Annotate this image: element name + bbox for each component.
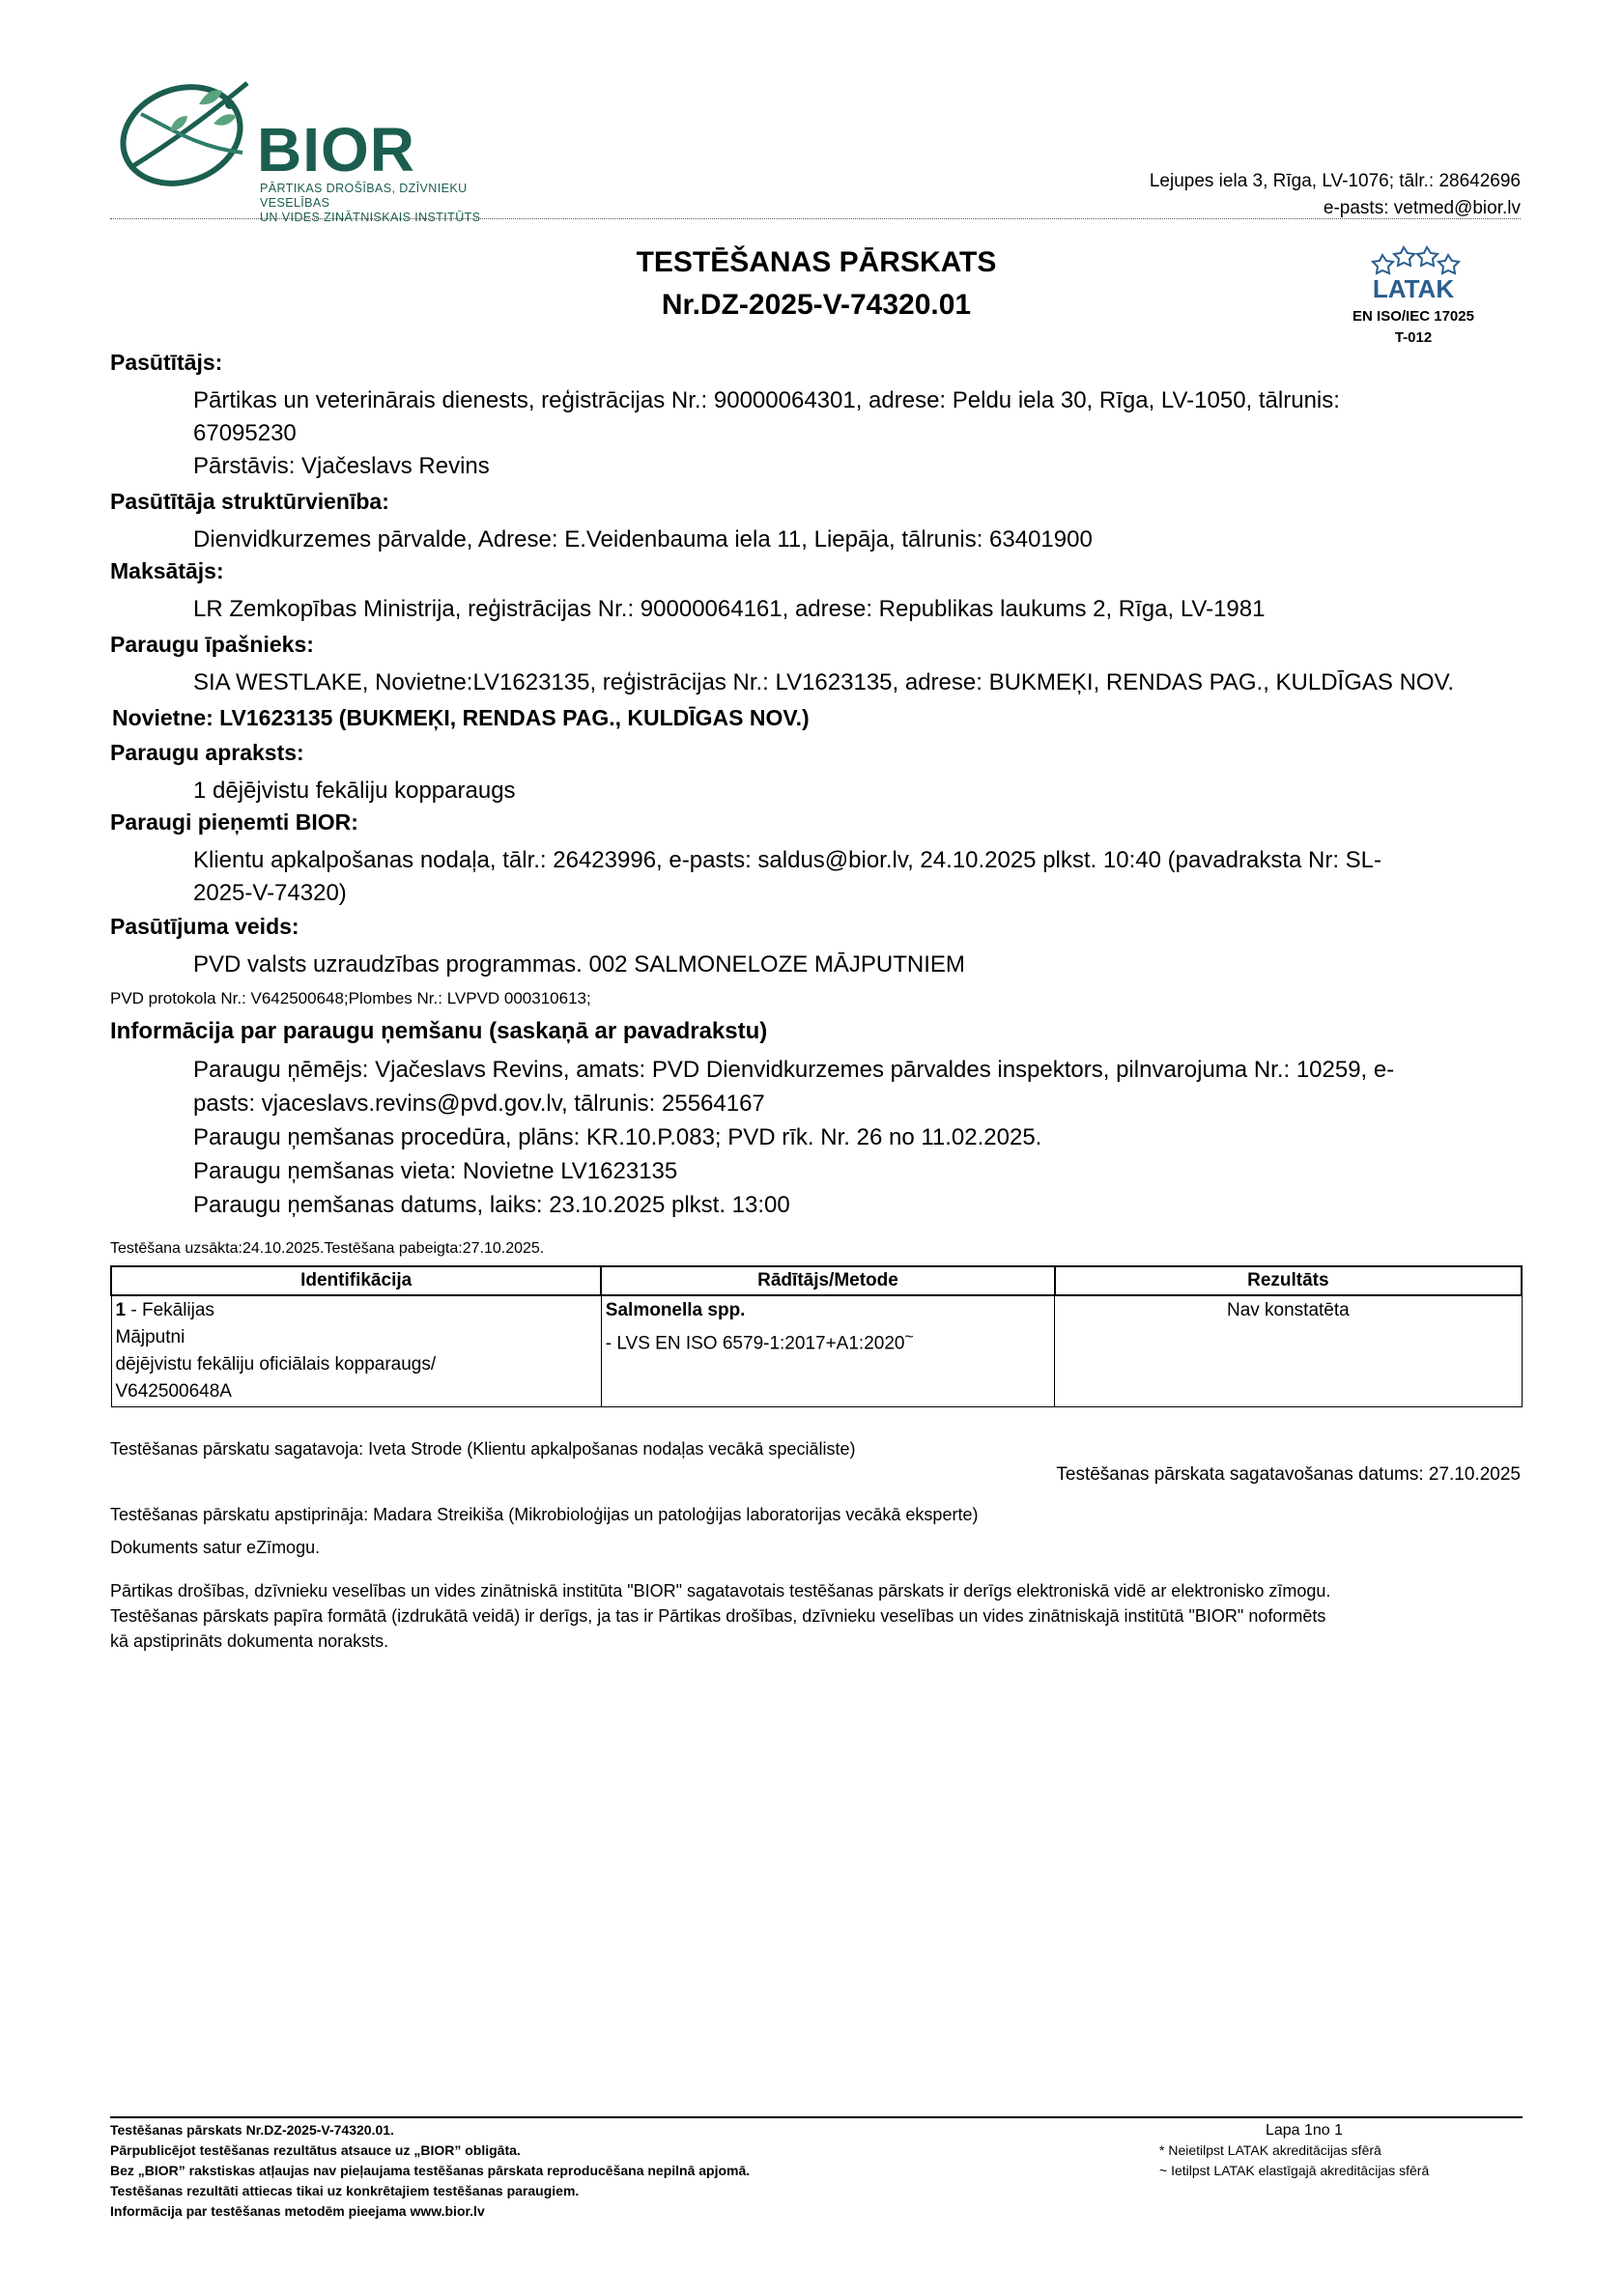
approved-by: Testēšanas pārskatu apstiprināja: Madara Streikiša (Mikrobioloģijas un patoloģijas laboratorijas vecākā eksperte) — [110, 1505, 979, 1524]
table-header-row — [111, 1266, 1522, 1295]
results-table — [110, 1265, 1523, 1407]
testing-dates: Testēšana uzsākta:24.10.2025.Testēšana pabeigta:27.10.2025. — [110, 1240, 545, 1257]
accreditation-code: T-012 — [1394, 329, 1433, 346]
esign-note: Dokuments satur eZīmogu. — [110, 1538, 321, 1557]
order-label: Pasūtījuma veids: — [110, 914, 299, 939]
identification-line: Mājputni — [115, 1327, 185, 1347]
indicator-method-cell — [601, 1295, 1054, 1407]
validity-line: Testēšanas pārskats papīra formātā (izdrukātā veidā) ir derīgs, ja tas ir Pārtikas drošības, dzīvnieku veselības un vides zinātniskajā institūtā "BIOR" noformēts — [110, 1606, 1326, 1626]
received-line: 2025-V-74320) — [193, 880, 347, 906]
brand-name: BIOR — [257, 115, 415, 184]
footer-line: Pārpublicējot testēšanas rezultātus atsauce uz „BIOR” obligāta. — [110, 2142, 521, 2158]
protocol-info: PVD protokola Nr.: V642500648;Plombes Nr.: LVPVD 000310613; — [110, 989, 591, 1007]
method-mark: ~ — [904, 1329, 914, 1346]
unit-label: Pasūtītāja struktūrvienība: — [110, 489, 389, 514]
client-representative: Pārstāvis: Vjačeslavs Revins — [193, 453, 490, 479]
sample-type: - Fekālijas — [126, 1300, 214, 1320]
prepared-date: Testēšanas pārskata sagatavošanas datums: 27.10.2025 — [1056, 1464, 1521, 1485]
description-label: Paraugu apraksts: — [110, 740, 304, 765]
bior-emblem-icon — [112, 75, 257, 201]
client-line: Pārtikas un veterinārais dienests, reģistrācijas Nr.: 90000064301, adrese: Peldu iela 30, Rīga, LV-1050, tālrunis: — [193, 387, 1340, 413]
payer-label: Maksātājs: — [110, 558, 224, 583]
received-line: Klientu apkalpošanas nodaļa, tālr.: 26423996, e-pasts: saldus@bior.lv, 24.10.2025 plkst. 10:40 (pavadraksta Nr: SL- — [193, 847, 1382, 873]
footer-left — [110, 2120, 750, 2222]
owner-value: SIA WESTLAKE, Novietne:LV1623135, reģistrācijas Nr.: LV1623135, adrese: BUKMEĶI, RENDAS PAG., KULDĪGAS NOV. — [193, 669, 1455, 695]
table-row — [111, 1295, 1522, 1407]
identification-cell — [111, 1295, 601, 1407]
latak-accreditation — [1331, 241, 1495, 349]
sampling-datetime: Paraugu ņemšanas datums, laiks: 23.10.2025 plkst. 13:00 — [193, 1192, 790, 1218]
brand-subtitle-line: UN VIDES ZINĀTNISKAIS INSTITŪTS — [260, 211, 481, 224]
column-header: Rādītājs/Metode — [601, 1266, 1054, 1295]
client-details — [193, 384, 1517, 483]
email: e-pasts: vetmed@bior.lv — [1323, 198, 1521, 218]
latak-logo-text: LATAK — [1372, 274, 1455, 301]
received-details — [193, 844, 1517, 910]
latak-logo-icon — [1346, 241, 1481, 301]
indicator: Salmonella spp. — [605, 1300, 746, 1320]
site-label: Novietne: LV1623135 (BUKMEĶI, RENDAS PAG., KULDĪGAS NOV.) — [112, 705, 810, 730]
footer-line: Bez „BIOR” rakstiskas atļaujas nav pieļaujama testēšanas pārskata reproducēšana nepilnā apjomā. — [110, 2163, 751, 2178]
client-label: Pasūtītājs: — [110, 350, 223, 375]
title-line: TESTĒŠANAS PĀRSKATS — [636, 246, 997, 278]
brand-subtitle-line: PĀRTIKAS DROŠĪBAS, DZĪVNIEKU VESELĪBAS — [260, 182, 468, 210]
identification-line — [116, 1297, 597, 1324]
order-value: PVD valsts uzraudzības programmas. 002 SALMONELOZE MĀJPUTNIEM — [193, 951, 965, 978]
report-number: Nr.DZ-2025-V-74320.01 — [661, 289, 972, 321]
page-number: Lapa 1no 1 — [1265, 2122, 1344, 2139]
address: Lejupes iela 3, Rīga, LV-1076; tālr.: 28642696 — [1149, 171, 1521, 191]
unit-value: Dienvidkurzemes pārvalde, Adrese: E.Veidenbauma iela 11, Liepāja, tālrunis: 63401900 — [193, 526, 1093, 553]
validity-line: kā apstiprināts dokumenta noraksts. — [110, 1631, 389, 1651]
column-header: Identifikācija — [111, 1266, 601, 1295]
footer-divider — [110, 2116, 1523, 2118]
validity-note — [110, 1578, 1523, 1654]
result-value: Nav konstatēta — [1226, 1300, 1350, 1320]
sampler-line: pasts: vjaceslavs.revins@pvd.gov.lv, tālrunis: 25564167 — [193, 1091, 765, 1117]
bior-logo — [112, 75, 518, 224]
column-header: Rezultāts — [1055, 1266, 1522, 1295]
method — [606, 1324, 1050, 1357]
sampler-line: Paraugu ņēmējs: Vjačeslavs Revins, amats: PVD Dienvidkurzemes pārvaldes inspektors, pilnvarojuma Nr.: 10259, e- — [193, 1057, 1395, 1083]
footer-note: ~ Ietilpst LATAK elastīgajā akreditācijas sfērā — [1159, 2163, 1430, 2178]
footer-note: * Neietilpst LATAK akreditācijas sfērā — [1159, 2142, 1381, 2158]
sample-number: 1 — [115, 1300, 127, 1320]
received-label: Paraugi pieņemti BIOR: — [110, 809, 358, 835]
client-line: 67095230 — [193, 420, 297, 446]
description-value: 1 dējējvistu fekāliju kopparaugs — [193, 778, 516, 804]
result-cell — [1055, 1295, 1522, 1407]
footer-line: Informācija par testēšanas metodēm pieejama www.bior.lv — [110, 2203, 485, 2219]
footer-line: Testēšanas pārskats Nr.DZ-2025-V-74320.01. — [110, 2122, 394, 2138]
contact-info — [1150, 168, 1521, 222]
identification-line: dējējvistu fekāliju oficiālais kopparaugs/ — [115, 1354, 437, 1375]
identification-line: V642500648A — [115, 1381, 232, 1402]
sampling-procedure: Paraugu ņemšanas procedūra, plāns: KR.10.P.083; PVD rīk. Nr. 26 no 11.02.2025. — [193, 1124, 1042, 1150]
validity-line: Pārtikas drošības, dzīvnieku veselības un vides zinātniskā institūta "BIOR" sagatavotais testēšanas pārskats ir derīgs elektroniskā vidē ar elektronisko zīmogu. — [110, 1581, 1331, 1601]
sampling-details — [193, 1053, 1517, 1222]
prepared-by: Testēšanas pārskatu sagatavoja: Iveta Strode (Klientu apkalpošanas nodaļas vecākā speciāliste) — [110, 1439, 856, 1459]
method-text: - LVS EN ISO 6579-1:2017+A1:2020 — [605, 1333, 905, 1354]
payer-value: LR Zemkopības Ministrija, reģistrācijas Nr.: 90000064161, adrese: Republikas laukums 2, Rīga, LV-1981 — [193, 596, 1266, 622]
sampling-place: Paraugu ņemšanas vieta: Novietne LV1623135 — [193, 1158, 678, 1184]
header-divider — [110, 218, 1521, 219]
sampling-label: Informācija par paraugu ņemšanu (saskaņā ar pavadrakstu) — [110, 1018, 768, 1044]
owner-label: Paraugu īpašnieks: — [110, 632, 314, 657]
accreditation-standard: EN ISO/IEC 17025 — [1352, 308, 1474, 325]
footer-line: Testēšanas rezultāti attiecas tikai uz konkrētajiem testēšanas paraugiem. — [110, 2183, 580, 2198]
footer-right — [1159, 2120, 1507, 2181]
